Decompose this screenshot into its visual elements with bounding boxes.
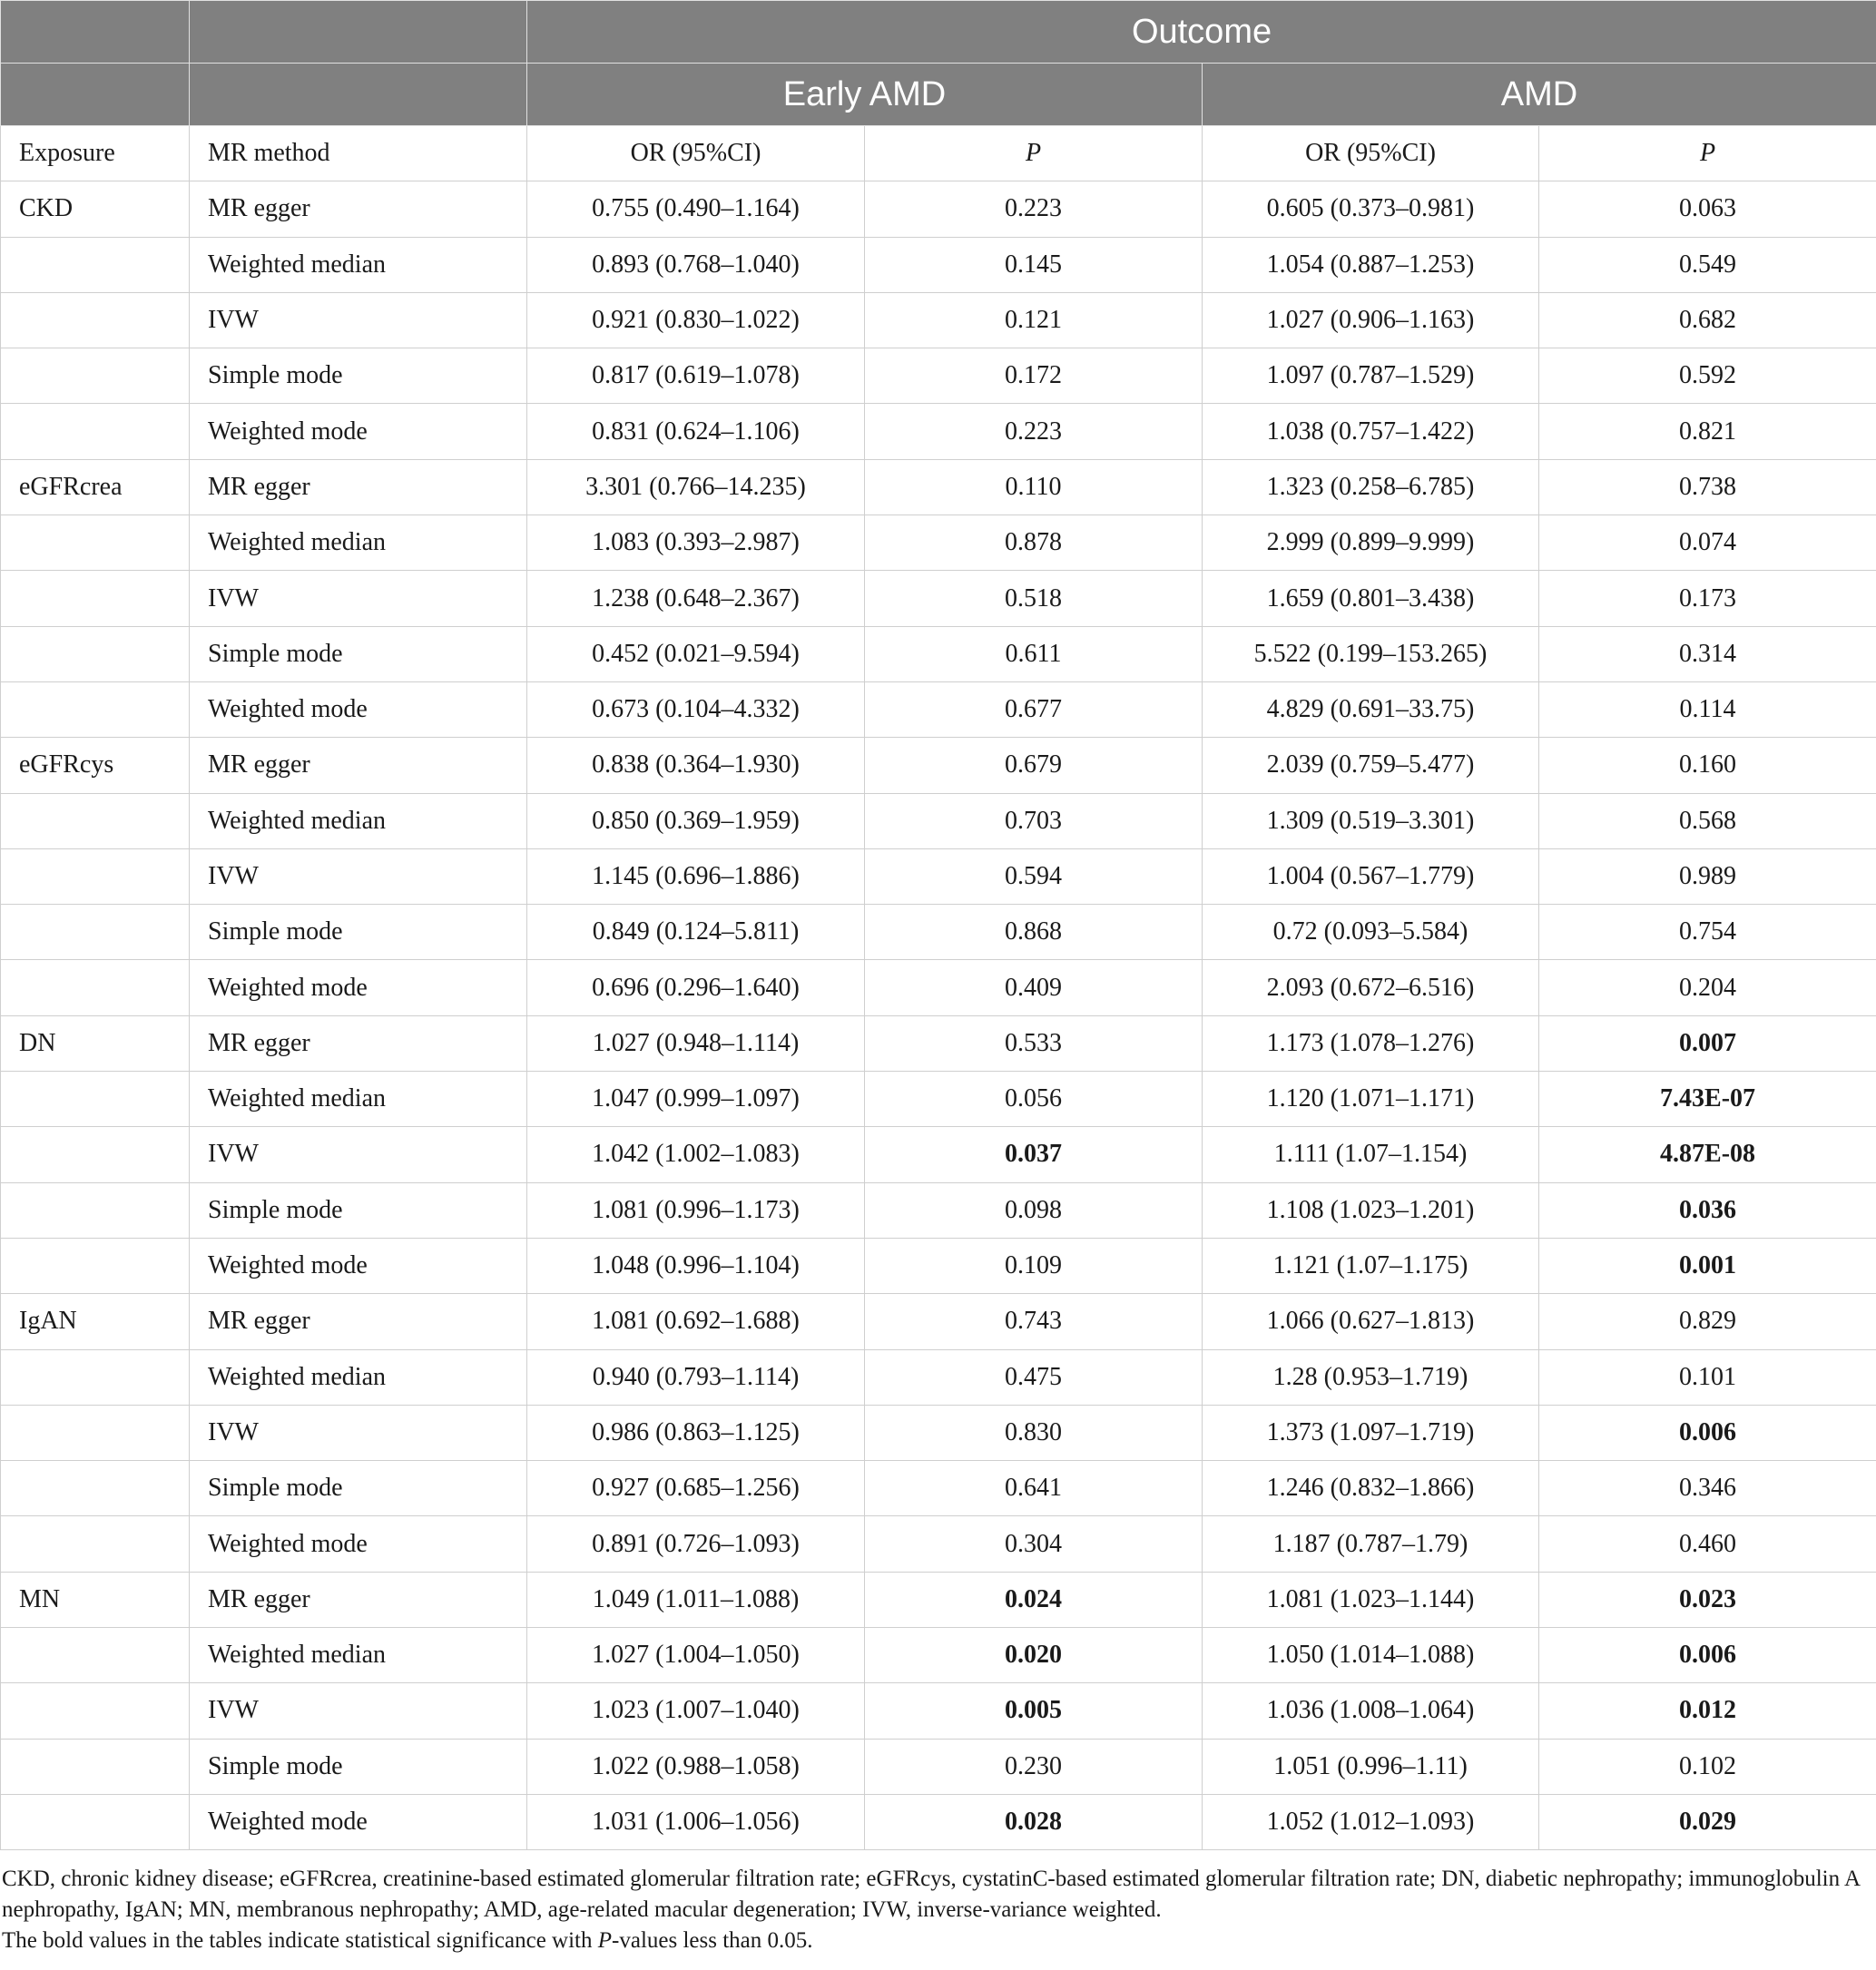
mr-method-cell: Simple mode [190,1461,527,1516]
mr-method-column-header: MR method [190,126,527,181]
table-row [1,1405,1876,1460]
table-row [1,1238,1876,1293]
table-row [1,793,1876,848]
amd-or-cell: 1.097 (0.787–1.529) [1203,348,1539,404]
early-p-cell: 0.121 [865,292,1203,348]
early-or-cell: 0.940 (0.793–1.114) [527,1349,865,1405]
amd-header: AMD [1203,64,1876,126]
amd-p-cell: 0.989 [1539,848,1876,904]
early-p-cell: 0.878 [865,515,1203,571]
early-p-cell: 0.641 [865,1461,1203,1516]
early-or-cell: 1.027 (0.948–1.114) [527,1015,865,1071]
mr-method-cell: IVW [190,1405,527,1460]
early-or-cell: 0.831 (0.624–1.106) [527,404,865,459]
early-or-cell: 0.849 (0.124–5.811) [527,905,865,960]
amd-p-cell: 0.568 [1539,793,1876,848]
early-or-cell: 1.047 (0.999–1.097) [527,1072,865,1127]
column-header-row [1,126,1876,181]
table-footnotes [2,1864,1871,1956]
table-row [1,738,1876,793]
table-row [1,1349,1876,1405]
table-row [1,348,1876,404]
amd-p-cell: 0.173 [1539,571,1876,626]
mr-method-cell: Weighted mode [190,960,527,1015]
early-p-cell: 0.145 [865,237,1203,292]
exposure-cell [1,292,190,348]
exposure-column-header: Exposure [1,126,190,181]
exposure-cell [1,348,190,404]
exposure-cell [1,960,190,1015]
amd-or-cell: 1.121 (1.07–1.175) [1203,1238,1539,1293]
amd-or-cell: 5.522 (0.199–153.265) [1203,626,1539,681]
amd-or-cell: 1.173 (1.078–1.276) [1203,1015,1539,1071]
table-row [1,1127,1876,1182]
exposure-cell: eGFRcrea [1,459,190,515]
early-or-cell: 0.921 (0.830–1.022) [527,292,865,348]
early-p-cell: 0.677 [865,681,1203,737]
early-p-cell: 0.037 [865,1127,1203,1182]
amd-or-cell: 2.039 (0.759–5.477) [1203,738,1539,793]
mr-method-cell: Simple mode [190,1739,527,1794]
mr-method-cell: MR egger [190,738,527,793]
table-row [1,404,1876,459]
table-row [1,1461,1876,1516]
amd-p-cell: 0.006 [1539,1628,1876,1683]
early-p-cell: 0.056 [865,1072,1203,1127]
early-or-cell: 0.893 (0.768–1.040) [527,237,865,292]
early-p-cell: 0.703 [865,793,1203,848]
header-blank-cell [1,64,190,126]
exposure-cell [1,793,190,848]
table-row [1,1572,1876,1627]
amd-p-cell: 0.829 [1539,1294,1876,1349]
amd-or-cell: 1.054 (0.887–1.253) [1203,237,1539,292]
exposure-cell [1,404,190,459]
exposure-cell [1,571,190,626]
exposure-cell [1,1238,190,1293]
exposure-cell [1,681,190,737]
amd-or-cell: 1.038 (0.757–1.422) [1203,404,1539,459]
amd-p-cell: 0.101 [1539,1349,1876,1405]
mr-method-cell: Weighted mode [190,404,527,459]
early-or-cell: 1.022 (0.988–1.058) [527,1739,865,1794]
amd-or-cell: 1.111 (1.07–1.154) [1203,1127,1539,1182]
exposure-cell [1,1072,190,1127]
early-or-cell: 3.301 (0.766–14.235) [527,459,865,515]
early-or-cell: 1.048 (0.996–1.104) [527,1238,865,1293]
exposure-cell [1,626,190,681]
amd-or-cell: 0.72 (0.093–5.584) [1203,905,1539,960]
exposure-cell [1,1349,190,1405]
amd-or-cell: 1.004 (0.567–1.779) [1203,848,1539,904]
table-row [1,626,1876,681]
early-or-cell: 0.986 (0.863–1.125) [527,1405,865,1460]
exposure-cell [1,905,190,960]
exposure-cell [1,1683,190,1739]
amd-or-cell: 1.120 (1.071–1.171) [1203,1072,1539,1127]
early-amd-header: Early AMD [527,64,1203,126]
early-or-cell: 0.927 (0.685–1.256) [527,1461,865,1516]
table-row [1,681,1876,737]
table-row [1,515,1876,571]
amd-p-cell: 0.063 [1539,181,1876,237]
mr-method-cell: MR egger [190,1572,527,1627]
mr-method-cell: Weighted mode [190,681,527,737]
early-or-cell: 0.891 (0.726–1.093) [527,1516,865,1572]
early-or-cell: 0.850 (0.369–1.959) [527,793,865,848]
exposure-cell [1,515,190,571]
mr-method-cell: Weighted median [190,1349,527,1405]
table-row [1,1182,1876,1238]
amd-p-cell: 0.460 [1539,1516,1876,1572]
mr-method-cell: MR egger [190,459,527,515]
exposure-cell: IgAN [1,1294,190,1349]
mr-method-cell: MR egger [190,181,527,237]
amd-or-column-header: OR (95%CI) [1203,126,1539,181]
table-body [1,181,1876,1850]
exposure-cell: MN [1,1572,190,1627]
early-p-cell: 0.098 [865,1182,1203,1238]
table-row [1,1516,1876,1572]
amd-p-cell: 0.204 [1539,960,1876,1015]
exposure-cell [1,1461,190,1516]
abbreviation-note: CKD, chronic kidney disease; eGFRcrea, creatinine-based estimated glomerular filtration rate; eGFRcys, cystatinC-based estimated glomerular filtration rate; DN, diabetic nephropathy; immunoglobulin A nephropathy, IgAN; MN, membranous nephropathy; AMD, age-related macular degeneration; IVW, inverse-variance weighted. [2,1867,1860,1922]
amd-p-cell: 0.023 [1539,1572,1876,1627]
amd-p-cell: 7.43E-07 [1539,1072,1876,1127]
mr-method-cell: IVW [190,1683,527,1739]
early-p-cell: 0.743 [865,1294,1203,1349]
amd-or-cell: 1.066 (0.627–1.813) [1203,1294,1539,1349]
table-row [1,1628,1876,1683]
amd-p-cell: 0.160 [1539,738,1876,793]
significance-note-p: P [597,1928,613,1953]
mr-method-cell: Simple mode [190,348,527,404]
amd-p-cell: 0.549 [1539,237,1876,292]
early-p-cell: 0.223 [865,404,1203,459]
mr-method-cell: IVW [190,571,527,626]
amd-or-cell: 1.246 (0.832–1.866) [1203,1461,1539,1516]
mr-method-cell: Simple mode [190,626,527,681]
amd-or-cell: 4.829 (0.691–33.75) [1203,681,1539,737]
amd-or-cell: 2.093 (0.672–6.516) [1203,960,1539,1015]
amd-or-cell: 1.659 (0.801–3.438) [1203,571,1539,626]
early-or-cell: 1.145 (0.696–1.886) [527,848,865,904]
early-or-cell: 1.042 (1.002–1.083) [527,1127,865,1182]
mr-method-cell: MR egger [190,1294,527,1349]
amd-p-cell: 0.346 [1539,1461,1876,1516]
mr-method-cell: Weighted median [190,515,527,571]
significance-note-prefix: The bold values in the tables indicate statistical significance with [2,1928,598,1953]
early-or-cell: 0.817 (0.619–1.078) [527,348,865,404]
amd-p-cell: 0.102 [1539,1739,1876,1794]
significance-note-suffix: -values less than 0.05. [612,1928,813,1953]
exposure-cell [1,1516,190,1572]
amd-p-cell: 0.036 [1539,1182,1876,1238]
mr-method-cell: Weighted mode [190,1794,527,1849]
early-or-cell: 1.049 (1.011–1.088) [527,1572,865,1627]
exposure-cell: eGFRcys [1,738,190,793]
amd-or-cell: 1.323 (0.258–6.785) [1203,459,1539,515]
exposure-cell [1,237,190,292]
table-row [1,1794,1876,1849]
mr-method-cell: Weighted mode [190,1238,527,1293]
early-p-cell: 0.005 [865,1683,1203,1739]
exposure-cell [1,1182,190,1238]
early-or-cell: 0.673 (0.104–4.332) [527,681,865,737]
table-row [1,960,1876,1015]
table-row [1,1739,1876,1794]
amd-p-cell: 0.114 [1539,681,1876,737]
early-p-cell: 0.475 [865,1349,1203,1405]
table-row [1,571,1876,626]
outcome-header: Outcome [527,1,1876,64]
early-or-cell: 1.023 (1.007–1.040) [527,1683,865,1739]
mr-method-cell: Simple mode [190,905,527,960]
table-row [1,905,1876,960]
table-row [1,181,1876,237]
amd-or-cell: 2.999 (0.899–9.999) [1203,515,1539,571]
table-row [1,292,1876,348]
amd-or-cell: 1.027 (0.906–1.163) [1203,292,1539,348]
amd-p-column-header: P [1539,126,1876,181]
early-p-cell: 0.223 [865,181,1203,237]
early-or-cell: 1.083 (0.393–2.987) [527,515,865,571]
early-p-cell: 0.024 [865,1572,1203,1627]
amd-or-cell: 1.187 (0.787–1.79) [1203,1516,1539,1572]
mr-method-cell: IVW [190,292,527,348]
amd-or-cell: 1.108 (1.023–1.201) [1203,1182,1539,1238]
early-p-cell: 0.110 [865,459,1203,515]
amd-p-cell: 0.682 [1539,292,1876,348]
mr-method-cell: IVW [190,1127,527,1182]
early-or-cell: 0.838 (0.364–1.930) [527,738,865,793]
early-p-cell: 0.304 [865,1516,1203,1572]
early-or-column-header: OR (95%CI) [527,126,865,181]
amd-p-cell: 0.821 [1539,404,1876,459]
amd-or-cell: 0.605 (0.373–0.981) [1203,181,1539,237]
table-row [1,1072,1876,1127]
amd-or-cell: 1.373 (1.097–1.719) [1203,1405,1539,1460]
header-blank-cell [190,1,527,64]
early-p-cell: 0.594 [865,848,1203,904]
amd-or-cell: 1.081 (1.023–1.144) [1203,1572,1539,1627]
early-p-column-header: P [865,126,1203,181]
early-p-cell: 0.830 [865,1405,1203,1460]
early-p-cell: 0.109 [865,1238,1203,1293]
amd-or-cell: 1.28 (0.953–1.719) [1203,1349,1539,1405]
amd-p-cell: 0.592 [1539,348,1876,404]
early-or-cell: 1.031 (1.006–1.056) [527,1794,865,1849]
table-row [1,848,1876,904]
early-or-cell: 0.696 (0.296–1.640) [527,960,865,1015]
early-or-cell: 1.238 (0.648–2.367) [527,571,865,626]
early-p-cell: 0.611 [865,626,1203,681]
mr-method-cell: Weighted median [190,1628,527,1683]
table-row [1,237,1876,292]
early-or-cell: 1.081 (0.692–1.688) [527,1294,865,1349]
header-blank-cell [1,1,190,64]
amd-p-cell: 0.074 [1539,515,1876,571]
early-p-cell: 0.409 [865,960,1203,1015]
mr-method-cell: Weighted median [190,237,527,292]
outcome-header-row [1,1,1876,64]
exposure-cell [1,848,190,904]
amd-p-cell: 0.006 [1539,1405,1876,1460]
early-p-cell: 0.020 [865,1628,1203,1683]
amd-p-cell: 0.029 [1539,1794,1876,1849]
exposure-cell [1,1127,190,1182]
amd-p-cell: 4.87E-08 [1539,1127,1876,1182]
exposure-cell: DN [1,1015,190,1071]
exposure-cell [1,1739,190,1794]
table-row [1,459,1876,515]
mr-method-cell: Weighted median [190,793,527,848]
significance-note [2,1926,1871,1956]
exposure-cell [1,1628,190,1683]
mr-method-cell: Simple mode [190,1182,527,1238]
exposure-cell: CKD [1,181,190,237]
mr-method-cell: Weighted median [190,1072,527,1127]
header-blank-cell [190,64,527,126]
outcome-group-row [1,64,1876,126]
amd-p-cell: 0.314 [1539,626,1876,681]
early-or-cell: 1.081 (0.996–1.173) [527,1182,865,1238]
early-p-cell: 0.028 [865,1794,1203,1849]
table-row [1,1294,1876,1349]
amd-or-cell: 1.309 (0.519–3.301) [1203,793,1539,848]
amd-or-cell: 1.052 (1.012–1.093) [1203,1794,1539,1849]
table-row [1,1015,1876,1071]
exposure-cell [1,1405,190,1460]
early-or-cell: 0.452 (0.021–9.594) [527,626,865,681]
amd-p-cell: 0.754 [1539,905,1876,960]
early-p-cell: 0.230 [865,1739,1203,1794]
early-or-cell: 1.027 (1.004–1.050) [527,1628,865,1683]
amd-p-cell: 0.001 [1539,1238,1876,1293]
amd-p-cell: 0.007 [1539,1015,1876,1071]
mr-method-cell: MR egger [190,1015,527,1071]
amd-or-cell: 1.051 (0.996–1.11) [1203,1739,1539,1794]
exposure-cell [1,1794,190,1849]
early-p-cell: 0.518 [865,571,1203,626]
mr-method-cell: Weighted mode [190,1516,527,1572]
amd-p-cell: 0.738 [1539,459,1876,515]
table-row [1,1683,1876,1739]
amd-or-cell: 1.050 (1.014–1.088) [1203,1628,1539,1683]
early-p-cell: 0.679 [865,738,1203,793]
amd-or-cell: 1.036 (1.008–1.064) [1203,1683,1539,1739]
early-or-cell: 0.755 (0.490–1.164) [527,181,865,237]
early-p-cell: 0.172 [865,348,1203,404]
early-p-cell: 0.533 [865,1015,1203,1071]
mr-method-cell: IVW [190,848,527,904]
amd-p-cell: 0.012 [1539,1683,1876,1739]
early-p-cell: 0.868 [865,905,1203,960]
